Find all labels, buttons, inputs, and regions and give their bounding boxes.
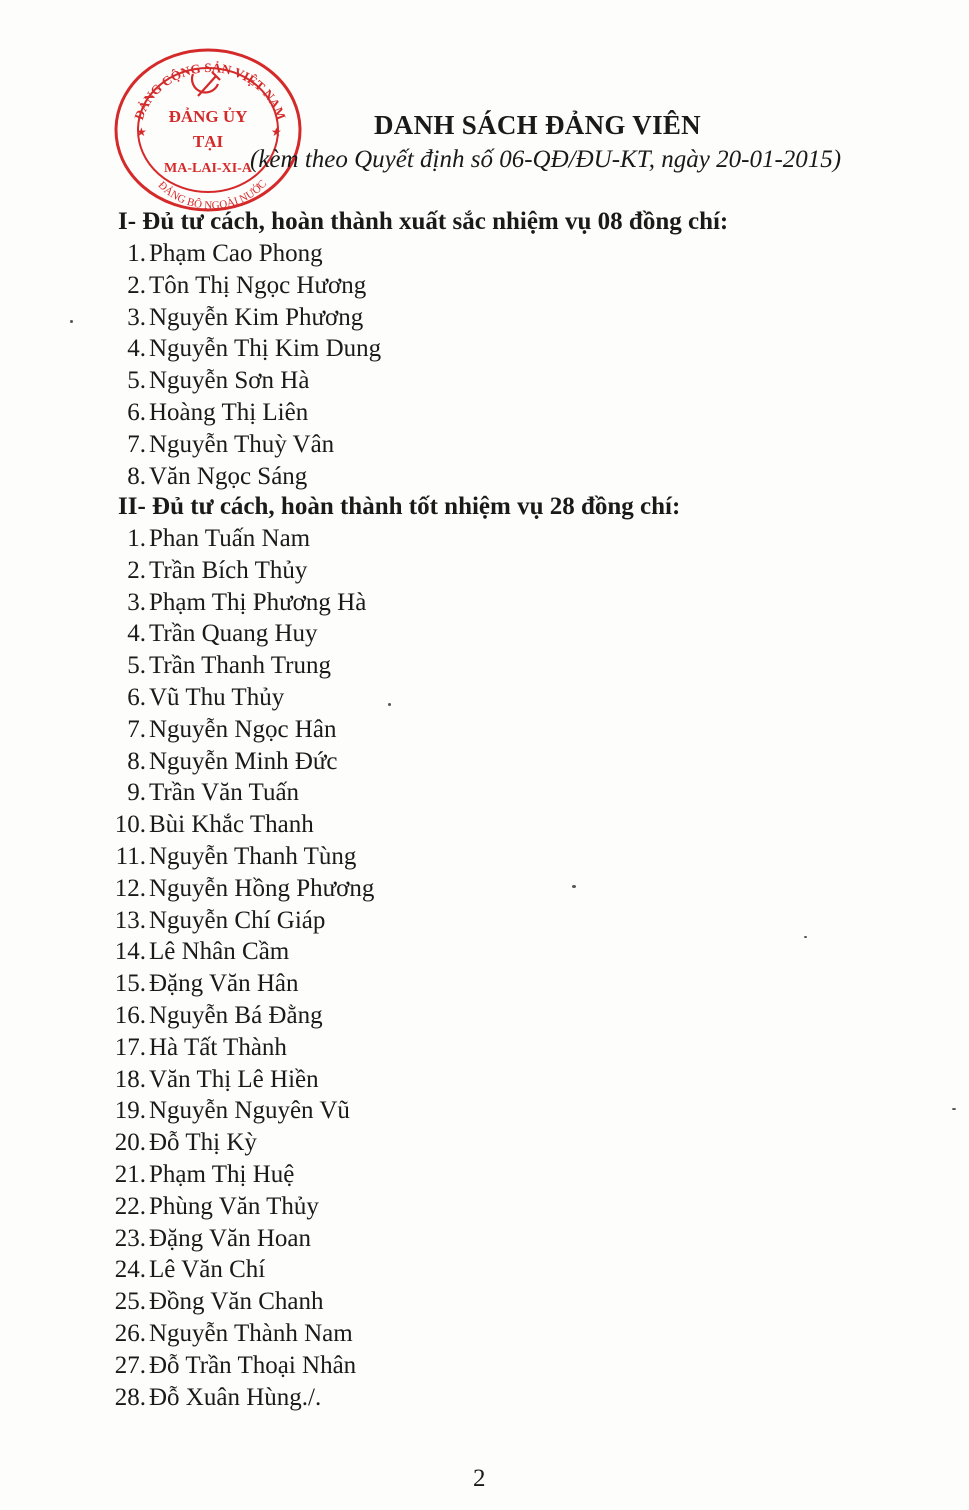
member-number: 26. [114, 1319, 146, 1347]
member-name: Nguyễn Hồng Phương [149, 874, 375, 902]
member-list-item [106, 397, 381, 429]
member-number: 19. [114, 1097, 146, 1125]
member-list-item [106, 365, 381, 397]
member-name: Phạm Thị Phương Hà [149, 588, 367, 616]
member-list-item [106, 1223, 374, 1255]
member-list-item [106, 618, 374, 650]
member-name: Nguyễn Kim Phương [149, 303, 364, 331]
member-name: Vũ Thu Thủy [149, 683, 285, 711]
seal-center-line-1: ĐẢNG ỦY [168, 107, 248, 126]
member-number: 8. [127, 747, 146, 775]
member-list-item [106, 1159, 374, 1191]
member-number: 16. [114, 1001, 146, 1029]
member-number: 20. [114, 1129, 146, 1157]
member-list-item [106, 523, 374, 555]
member-list-item [106, 1000, 374, 1032]
member-number: 22. [114, 1192, 146, 1220]
member-list-item [106, 302, 381, 334]
seal-star-right-icon: ★ [271, 125, 282, 139]
member-name: Phạm Cao Phong [149, 240, 323, 267]
member-name: Phùng Văn Thủy [149, 1192, 319, 1220]
member-list-item [106, 1382, 374, 1414]
member-number: 3. [127, 588, 146, 616]
section-1-member-list [106, 238, 381, 492]
member-list-item [106, 1286, 374, 1318]
member-list-item [106, 238, 381, 270]
member-number: 24. [114, 1256, 146, 1284]
member-name: Nguyễn Thuỳ Vân [149, 430, 335, 458]
member-number: 11. [115, 842, 146, 870]
member-name: Văn Thị Lê Hiền [149, 1065, 319, 1093]
member-list-item [106, 650, 374, 682]
member-number: 27. [114, 1351, 146, 1379]
member-number: 2. [127, 271, 146, 299]
member-name: Hoàng Thị Liên [149, 398, 309, 426]
member-name: Nguyễn Bá Đằng [149, 1001, 323, 1029]
member-list-item [106, 777, 374, 809]
member-list-item [106, 809, 374, 841]
member-number: 6. [127, 398, 146, 426]
member-list-item [106, 1032, 374, 1064]
party-seal [108, 38, 308, 213]
member-number: 3. [127, 303, 146, 331]
scan-speck [70, 320, 73, 323]
member-list-item [106, 1318, 374, 1350]
member-number: 12. [114, 874, 146, 902]
member-name: Đặng Văn Hoan [149, 1224, 311, 1252]
member-list-item [106, 714, 374, 746]
member-name: Trần Bích Thủy [149, 556, 308, 584]
member-name: Đỗ Xuân Hùng./. [149, 1383, 322, 1411]
member-number: 2. [127, 556, 146, 584]
seal-bottom-text: ĐẢNG BỘ NGOÀI NƯỚC [155, 177, 270, 212]
member-name: Nguyễn Thanh Tùng [149, 842, 357, 870]
member-name: Nguyễn Thành Nam [149, 1319, 353, 1347]
member-number: 5. [127, 367, 146, 395]
member-list-item [106, 333, 381, 365]
document-subtitle: (kèm theo Quyết định số 06-QĐ/ĐU-KT, ngày 20-01-2015) [250, 146, 842, 173]
member-number: 5. [127, 652, 146, 680]
member-number: 9. [127, 779, 146, 807]
member-name: Tôn Thị Ngọc Hương [149, 271, 367, 299]
member-name: Nguyễn Ngọc Hân [149, 715, 337, 743]
seal-ring-text: ĐẢNG CỘNG SẢN VIỆT NAM [130, 59, 290, 122]
scan-speck [572, 885, 576, 888]
page-number: 2 [473, 1465, 486, 1492]
member-number: 1. [127, 525, 146, 552]
member-number: 14. [114, 938, 146, 966]
section-2-member-list [106, 523, 374, 1413]
member-name: Nguyễn Nguyên Vũ [149, 1097, 350, 1125]
member-list-item [106, 968, 374, 1000]
seal-star-left-icon: ★ [136, 125, 147, 139]
member-name: Trần Quang Huy [149, 620, 318, 648]
member-number: 15. [114, 970, 146, 998]
member-name: Nguyễn Thị Kim Dung [149, 335, 382, 363]
member-list-item [106, 936, 374, 968]
member-list-item [106, 1095, 374, 1127]
member-list-item [106, 841, 374, 873]
member-number: 4. [127, 335, 146, 363]
member-name: Đỗ Trần Thoại Nhân [149, 1351, 357, 1379]
member-number: 21. [114, 1160, 146, 1188]
member-number: 10. [114, 811, 146, 839]
member-list-item [106, 682, 374, 714]
member-name: Nguyễn Minh Đức [149, 747, 338, 775]
member-list-item [106, 461, 381, 493]
section-1-heading: I- Đủ tư cách, hoàn thành xuất sắc nhiệm vụ 08 đồng chí: [118, 208, 729, 235]
member-list-item [106, 1350, 374, 1382]
member-list-item [106, 1127, 374, 1159]
member-number: 6. [127, 683, 146, 711]
member-name: Trần Thanh Trung [149, 652, 331, 680]
member-name: Phạm Thị Huệ [149, 1160, 295, 1188]
scan-speck [804, 936, 807, 938]
member-name: Văn Ngọc Sáng [149, 462, 308, 490]
member-list-item [106, 1064, 374, 1096]
member-list-item [106, 873, 374, 905]
member-name: Đồng Văn Chanh [149, 1288, 324, 1316]
member-number: 4. [127, 620, 146, 648]
member-number: 17. [114, 1033, 146, 1061]
member-number: 25. [114, 1288, 146, 1316]
member-list-item [106, 270, 381, 302]
member-list-item [106, 587, 374, 619]
member-number: 13. [114, 906, 146, 934]
member-name: Đỗ Thị Kỳ [149, 1129, 257, 1157]
member-number: 23. [114, 1224, 146, 1252]
member-list-item [106, 905, 374, 937]
member-name: Bùi Khắc Thanh [149, 811, 314, 839]
member-name: Phan Tuấn Nam [149, 525, 311, 552]
section-2-heading: II- Đủ tư cách, hoàn thành tốt nhiệm vụ 28 đồng chí: [118, 493, 681, 520]
member-name: Nguyễn Sơn Hà [149, 367, 310, 395]
member-name: Trần Văn Tuấn [149, 779, 300, 807]
member-number: 18. [114, 1065, 146, 1093]
member-list-item [106, 1191, 374, 1223]
member-list-item [106, 1254, 374, 1286]
member-number: 1. [127, 240, 146, 267]
scan-speck [952, 1108, 956, 1110]
member-list-item [106, 429, 381, 461]
member-list-item [106, 555, 374, 587]
member-number: 28. [114, 1383, 146, 1411]
member-name: Lê Nhân Cầm [149, 938, 290, 966]
member-name: Nguyễn Chí Giáp [149, 906, 326, 934]
seal-center-line-3: MA-LAI-XI-A [164, 161, 252, 176]
member-number: 7. [127, 715, 146, 743]
document-title: DANH SÁCH ĐẢNG VIÊN [374, 110, 701, 140]
member-name: Lê Văn Chí [149, 1256, 266, 1284]
member-number: 7. [127, 430, 146, 458]
member-number: 8. [127, 462, 146, 490]
member-name: Đặng Văn Hân [149, 970, 299, 998]
member-name: Hà Tất Thành [149, 1033, 287, 1061]
seal-center-line-2: TẠI [192, 132, 224, 151]
member-list-item [106, 746, 374, 778]
scan-speck [388, 703, 391, 706]
